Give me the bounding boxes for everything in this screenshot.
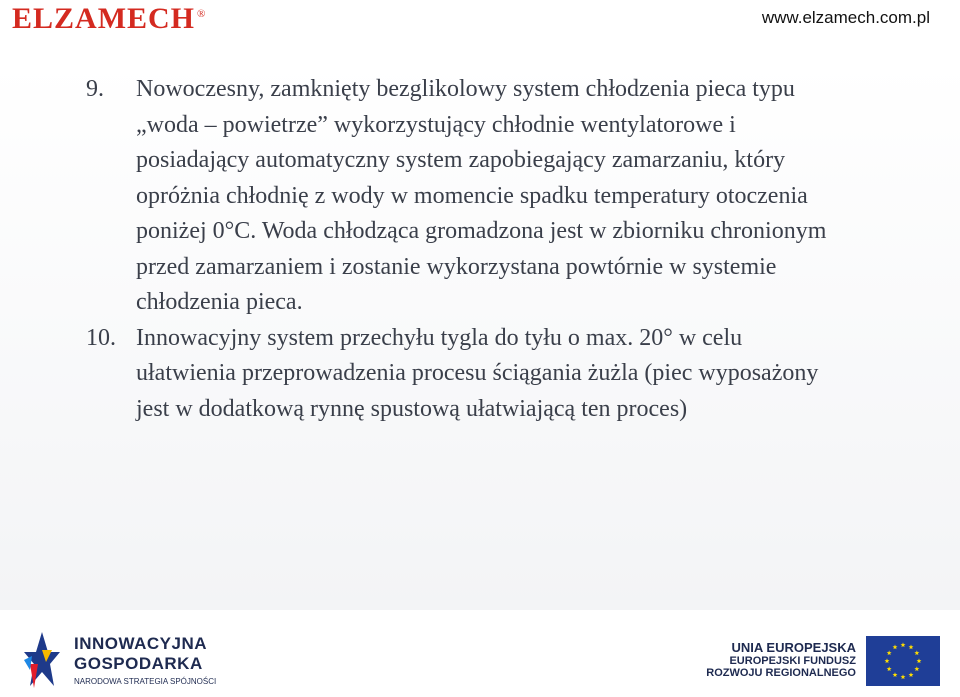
website-url[interactable]: www.elzamech.com.pl — [761, 8, 930, 27]
logo-text: ELZAMECH — [12, 2, 196, 35]
eu-fund-text — [706, 640, 856, 679]
star-logo-icon — [22, 630, 62, 690]
footer — [0, 610, 960, 697]
io-line3: NARODOWA STRATEGIA SPÓJNOŚCI — [74, 677, 217, 686]
io-line2: GOSPODARKA — [74, 654, 203, 673]
innowacyjna-gospodarka-logo — [22, 630, 222, 690]
eu-flag-icon — [866, 636, 940, 686]
io-line1: INNOWACYJNA — [74, 634, 208, 653]
list-item — [86, 321, 846, 428]
item-text: Nowoczesny, zamknięty bezglikolowy system chłodzenia pieca typu „woda – powietrze” wykorzystujący chłodnie wentylatorowe i posiadający automatyczny system zapobiegający zamarzaniu, który opróżnia chłodnię z wody w momencie spadku temperatury otoczenia poniżej 0°C. Woda chłodząca gromadzona jest w zbiorniku chronionym przed zamarzaniem i zostanie wykorzystana powtórnie w systemie chłodzenia pieca. — [136, 76, 827, 315]
content-list — [86, 72, 846, 427]
item-text: Innowacyjny system przechyłu tygla do tyłu o max. 20° w celu ułatwienia przeprowadzenia procesu ściągania żużla (piec wyposażony jest w dodatkową rynnę spustową ułatwiającą ten proces) — [136, 324, 819, 422]
eu-line2: EUROPEJSKI FUNDUSZ — [729, 655, 856, 667]
registered-mark: ® — [197, 8, 207, 20]
header — [0, 0, 960, 62]
list-item — [86, 72, 846, 321]
item-number: 9. — [86, 76, 104, 102]
item-number: 10. — [86, 324, 116, 351]
eu-line3: ROZWOJU REGIONALNEGO — [706, 667, 856, 679]
elzamech-logo[interactable] — [12, 2, 206, 36]
eu-line1: UNIA EUROPEJSKA — [731, 640, 856, 655]
